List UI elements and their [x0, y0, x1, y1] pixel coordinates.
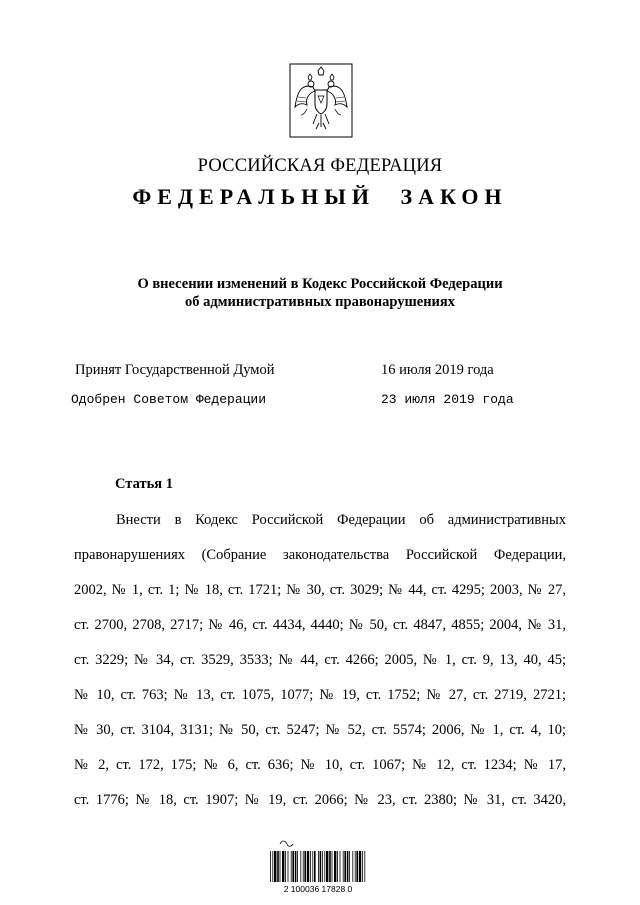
barcode-bar	[307, 851, 309, 882]
barcode-bar	[349, 851, 350, 882]
barcode-bar	[326, 851, 328, 882]
barcode-bar	[303, 851, 304, 882]
barcode-bar	[344, 851, 346, 882]
barcode-bar	[282, 851, 284, 882]
article-text-line: правонарушениях (Собрание законодательства Российской Федерации,	[74, 547, 566, 563]
article-text-line: 2002, № 1, ст. 1; № 18, ст. 1721; № 30, ст. 3029; № 44, ст. 4295; 2003, № 27,	[74, 582, 566, 598]
barcode-bar	[291, 851, 292, 882]
barcode-bar	[322, 851, 323, 882]
barcode-bar	[314, 851, 316, 882]
barcode-bar	[356, 851, 358, 882]
duma-adoption-label: Принят Государственной Думой	[75, 362, 275, 378]
council-approval-date: 23 июля 2019 года	[381, 392, 514, 407]
article-text-line: ст. 2700, 2708, 2717; № 46, ст. 4434, 4440; № 50, ст. 4847, 4855; 2004, № 31,	[74, 617, 566, 633]
barcode-bar	[329, 851, 331, 882]
country-name: РОССИЙСКАЯ ФЕДЕРАЦИЯ	[197, 156, 443, 176]
barcode-bar	[270, 851, 271, 882]
barcode-bar	[277, 851, 279, 882]
article-text-line: ст. 3229; № 34, ст. 3529, 3533; № 44, ст. 4266; 2005, № 1, ст. 9, 13, 40, 45;	[74, 652, 566, 668]
duma-adoption-date: 16 июля 2019 года	[381, 362, 494, 378]
barcode-bar	[337, 851, 338, 882]
barcode-bar	[340, 851, 341, 882]
barcode-bar	[332, 851, 333, 882]
barcode-bar	[318, 851, 319, 882]
article-text-line: № 10, ст. 763; № 13, ст. 1075, 1077; № 19, ст. 1752; № 27, ст. 2719, 2721;	[74, 687, 566, 703]
barcode-bar	[300, 851, 301, 882]
barcode-bar	[310, 851, 311, 882]
russian-coat-of-arms-icon	[289, 63, 353, 138]
article-text-line: № 2, ст. 172, 175; № 6, ст. 636; № 10, ст. 1067; № 12, ст. 1234; № 17,	[74, 757, 566, 773]
barcode-bar	[288, 851, 289, 882]
barcode-bar	[343, 851, 344, 882]
barcode-bar	[355, 851, 356, 882]
barcode-bar	[304, 851, 306, 882]
barcode-bar	[295, 851, 297, 882]
barcode-bar	[297, 851, 298, 882]
law-title	[0, 275, 640, 311]
barcode-bar	[320, 851, 322, 882]
council-approval-label: Одобрен Советом Федерации	[71, 392, 267, 407]
barcode-icon	[268, 838, 368, 896]
barcode-bar	[362, 851, 363, 882]
article-heading: Статья 1	[115, 476, 173, 492]
article-text-line: ст. 1776; № 18, ст. 1907; № 19, ст. 2066; № 23, ст. 2380; № 31, ст. 3420,	[74, 792, 566, 808]
law-title-line-2: об административных правонарушениях	[184, 294, 456, 310]
article-text-line: № 30, ст. 3104, 3131; № 50, ст. 5247; № 52, ст. 5574; 2006, № 1, ст. 4, 10;	[74, 722, 566, 738]
article-text-line: Внести в Кодекс Российской Федерации об административных	[116, 512, 566, 528]
barcode-bar	[312, 851, 313, 882]
barcode-bar	[359, 851, 361, 882]
barcode-bar	[285, 851, 286, 882]
barcode-bar	[324, 851, 325, 882]
barcode-bar	[274, 851, 276, 882]
barcode-bar	[334, 851, 336, 882]
barcode-bar	[280, 851, 281, 882]
barcode-bar	[352, 851, 353, 882]
barcode-number: 2 100036 17828 0	[283, 884, 353, 894]
document-type: ФЕДЕРАЛЬНЫЙ ЗАКОН	[132, 184, 508, 209]
law-title-line-1: О внесении изменений в Кодекс Российской Федерации	[137, 276, 503, 292]
barcode-bar	[292, 851, 294, 882]
barcode-bar	[272, 851, 273, 882]
barcode-bar	[364, 851, 365, 882]
barcode-bar	[347, 851, 349, 882]
